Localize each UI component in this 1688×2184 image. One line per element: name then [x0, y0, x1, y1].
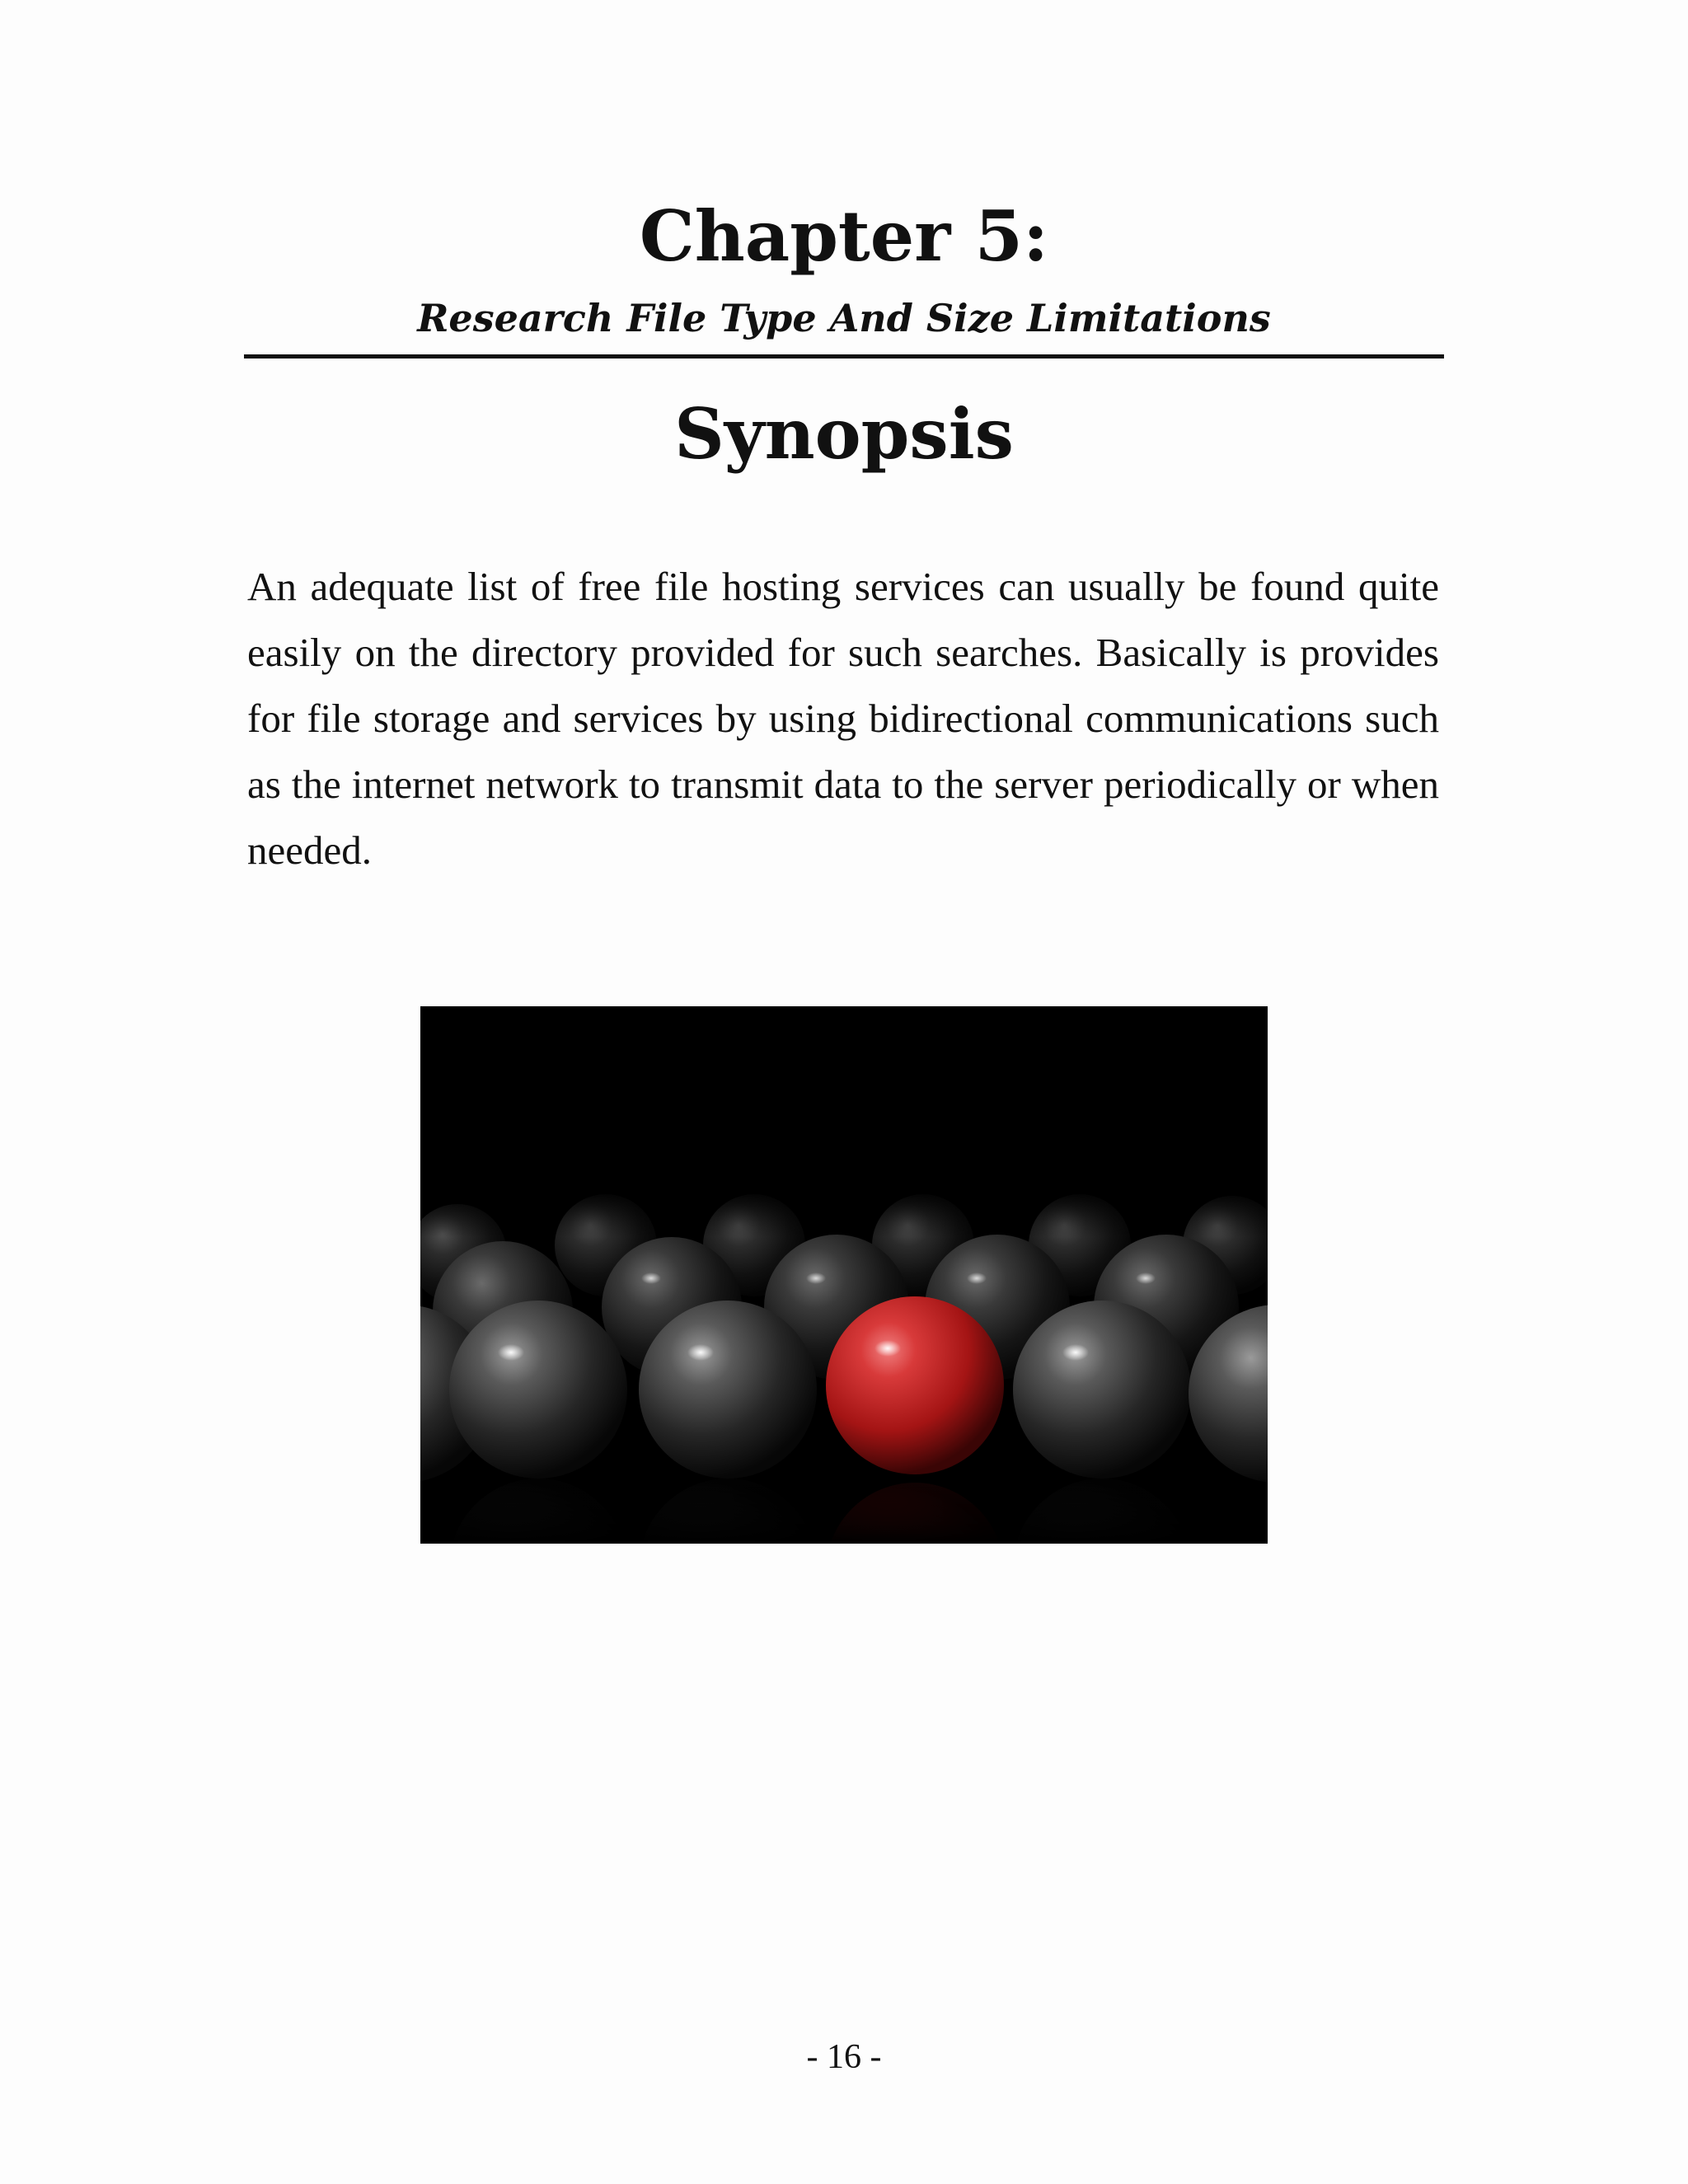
page-number: - 16 - [806, 2038, 882, 2076]
chapter-subtitle: Research File Type And Size Limitations [417, 296, 1271, 340]
section-title: Synopsis [674, 393, 1014, 475]
body-paragraph: An adequate list of free file hosting services can usually be found quite easily on the directory provided for such searches. Basically is provides for file storage and services by using bidirectional communications such as the internet network to transmit data to the server periodically or when needed. [247, 564, 1439, 873]
spheres-image [420, 1006, 1268, 1544]
title-divider [244, 354, 1444, 359]
chapter-title: Chapter 5: [639, 195, 1049, 277]
spheres-illustration [420, 1006, 1268, 1544]
